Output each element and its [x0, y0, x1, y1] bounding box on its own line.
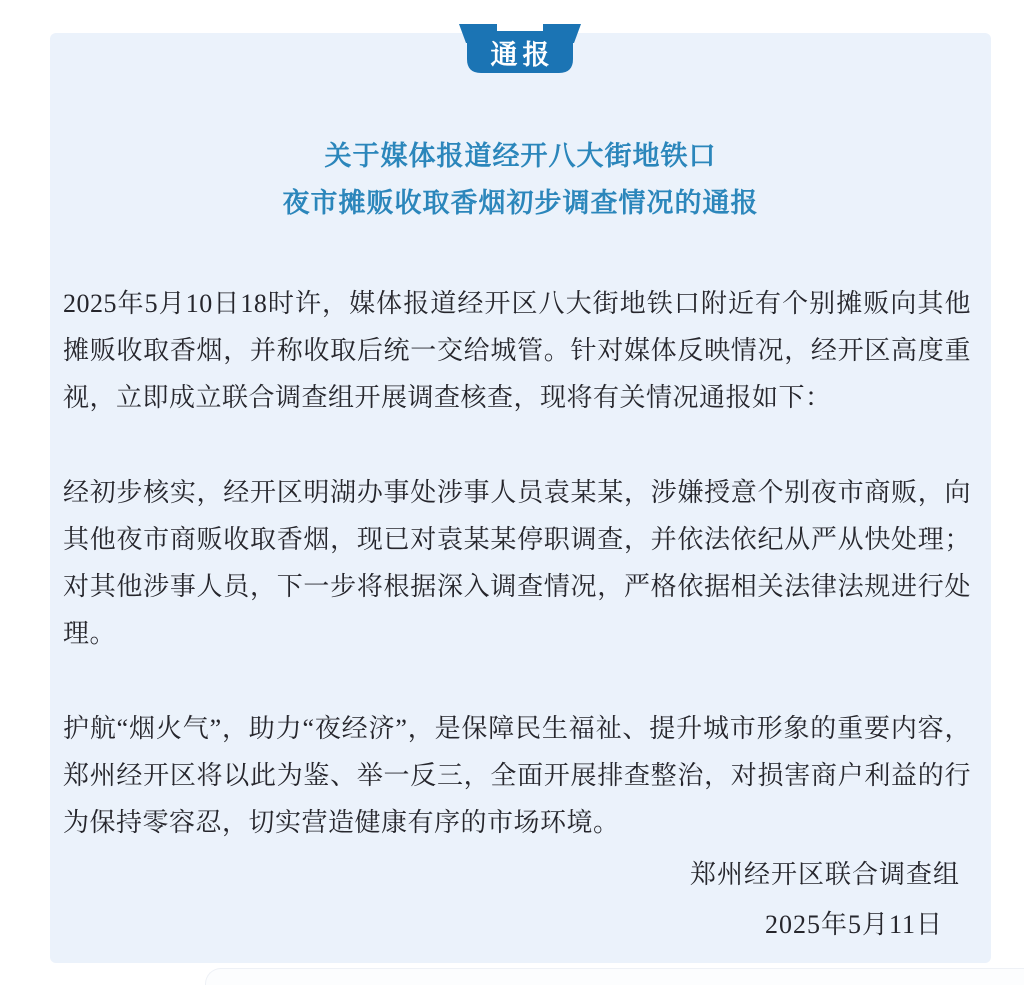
notice-body	[63, 280, 971, 846]
signature-author: 郑州经开区联合调查组	[689, 860, 960, 889]
signature-date: 2025年5月11日	[764, 910, 943, 939]
notice-card	[50, 33, 991, 963]
title-line-1: 关于媒体报道经开八大街地铁口	[324, 141, 717, 171]
signature-block	[50, 850, 960, 950]
notice-title	[50, 133, 991, 227]
next-card-edge	[205, 968, 1024, 985]
paragraph-findings: 经初步核实，经开区明湖办事处涉事人员袁某某，涉嫌授意个别夜市商贩，向其他夜市商贩收取香烟，现已对袁某某停职调查，并依法依纪从严从快处理；对其他涉事人员，下一步将根据深入调查情况，严格依据相关法律法规进行处理。	[63, 478, 971, 648]
paragraph-intro: 2025年5月10日18时许，媒体报道经开区八大街地铁口附近有个别摊贩向其他摊贩收取香烟，并称收取后统一交给城管。针对媒体反映情况，经开区高度重视，立即成立联合调查组开展调查核查，现将有关情况通报如下：	[63, 289, 971, 412]
title-line-2: 夜市摊贩收取香烟初步调查情况的通报	[282, 188, 759, 218]
notice-banner	[457, 23, 583, 75]
banner-label: 通报	[490, 39, 555, 70]
paragraph-commitment: 护航“烟火气”，助力“夜经济”，是保障民生福祉、提升城市形象的重要内容，郑州经开区将以此为鉴、举一反三，全面开展排查整治，对损害商户利益的行为保持零容忍，切实营造健康有序的市场环境。	[63, 714, 971, 837]
